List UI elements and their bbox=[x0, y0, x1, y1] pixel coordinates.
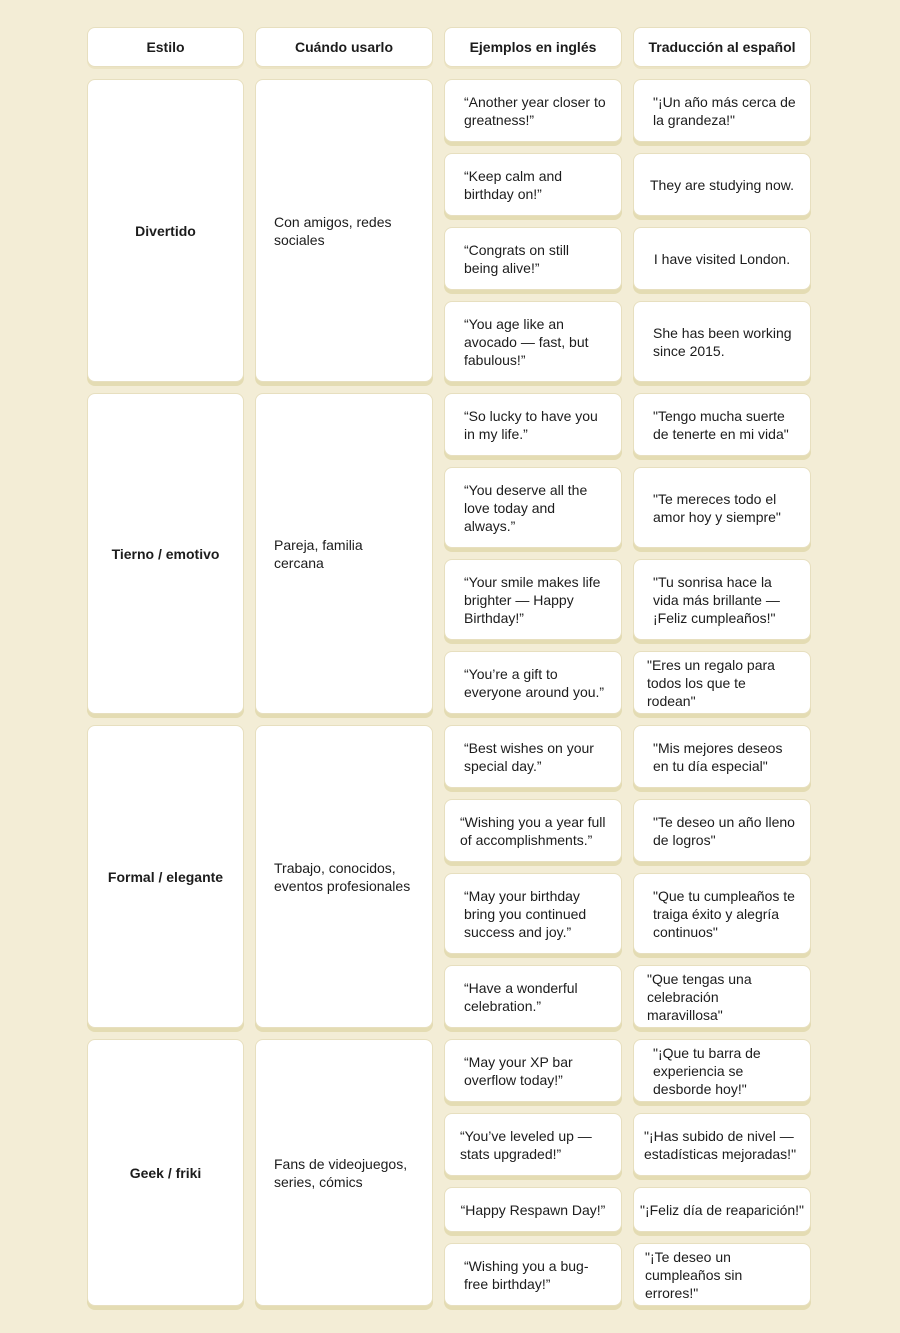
translation-spanish bbox=[633, 965, 811, 1028]
example-english bbox=[444, 153, 622, 216]
translation-spanish bbox=[633, 725, 811, 788]
style-cell bbox=[87, 79, 244, 382]
translation-spanish bbox=[633, 651, 811, 714]
translation-spanish bbox=[633, 467, 811, 548]
translation-spanish bbox=[633, 301, 811, 382]
when-label: Fans de videojuegos, series, cómics bbox=[274, 1155, 408, 1190]
translation-spanish-text: "Te deseo un año lleno de logros" bbox=[653, 813, 795, 848]
translation-spanish-text: "Eres un regalo para todos los que te rodean" bbox=[647, 656, 775, 709]
header-style-label: Estilo bbox=[146, 39, 185, 55]
example-english bbox=[444, 467, 622, 548]
translation-spanish bbox=[633, 1113, 811, 1176]
example-english-text: “Keep calm and birthday on!” bbox=[464, 167, 563, 202]
example-english-text: “Happy Respawn Day!” bbox=[460, 1201, 606, 1218]
style-label: Tierno / emotivo bbox=[111, 545, 220, 562]
when-label: Pareja, familia cercana bbox=[274, 536, 363, 571]
translation-spanish-text: She has been working since 2015. bbox=[653, 324, 792, 359]
example-english bbox=[444, 301, 622, 382]
translation-spanish-text: "¡Que tu barra de experiencia se desborde hoy!" bbox=[653, 1044, 761, 1097]
header-spanish-label: Traducción al español bbox=[648, 39, 796, 55]
example-english bbox=[444, 393, 622, 456]
example-english-text: “Wishing you a year full of accomplishments.” bbox=[460, 813, 606, 848]
translation-spanish-text: "¡Feliz día de reaparición!" bbox=[639, 1201, 804, 1218]
when-label: Trabajo, conocidos, eventos profesionales bbox=[274, 859, 411, 894]
example-english-text: “Best wishes on your special day.” bbox=[464, 739, 594, 774]
example-english bbox=[444, 1243, 622, 1306]
translation-spanish bbox=[633, 1243, 811, 1306]
example-english-text: “You’ve leveled up — stats upgraded!” bbox=[460, 1127, 592, 1162]
when-label: Con amigos, redes sociales bbox=[274, 213, 392, 248]
style-label: Divertido bbox=[135, 222, 196, 239]
when-cell bbox=[255, 1039, 433, 1306]
translation-spanish bbox=[633, 227, 811, 290]
when-cell bbox=[255, 393, 433, 714]
translation-spanish-text: "Que tu cumpleaños te traiga éxito y alegría continuos" bbox=[653, 887, 795, 940]
translation-spanish-text: "¡Un año más cerca de la grandeza!" bbox=[653, 93, 796, 128]
style-label: Geek / friki bbox=[129, 1164, 202, 1181]
example-english-text: “May your XP bar overflow today!” bbox=[464, 1053, 573, 1088]
header-when-label: Cuándo usarlo bbox=[294, 39, 393, 55]
example-english bbox=[444, 1113, 622, 1176]
header-spanish bbox=[633, 27, 811, 67]
translation-spanish bbox=[633, 1187, 811, 1232]
header-when bbox=[255, 27, 433, 67]
example-english-text: “Your smile makes life brighter — Happy Birthday!” bbox=[464, 573, 601, 626]
example-english-text: “Wishing you a bug-free birthday!” bbox=[464, 1257, 589, 1292]
header-style bbox=[87, 27, 244, 67]
translation-spanish bbox=[633, 79, 811, 142]
translation-spanish bbox=[633, 559, 811, 640]
translation-spanish-text: I have visited London. bbox=[653, 250, 791, 267]
example-english-text: “Have a wonderful celebration.” bbox=[464, 979, 578, 1014]
translation-spanish-text: "Que tengas una celebración maravillosa" bbox=[647, 970, 752, 1023]
example-english-text: “May your birthday bring you continued success and joy.” bbox=[464, 887, 587, 940]
example-english bbox=[444, 79, 622, 142]
translation-spanish-text: "Mis mejores deseos en tu día especial" bbox=[653, 739, 783, 774]
example-english bbox=[444, 725, 622, 788]
translation-spanish-text: "¡Has subido de nivel — estadísticas mejoradas!" bbox=[644, 1127, 797, 1162]
example-english-text: “You deserve all the love today and always.” bbox=[464, 481, 588, 534]
translation-spanish-text: "Te mereces todo el amor hoy y siempre" bbox=[653, 490, 781, 525]
example-english bbox=[444, 799, 622, 862]
header-english-label: Ejemplos en inglés bbox=[469, 39, 597, 55]
example-english bbox=[444, 559, 622, 640]
translation-spanish bbox=[633, 873, 811, 954]
when-cell bbox=[255, 79, 433, 382]
style-label: Formal / elegante bbox=[107, 868, 224, 885]
example-english bbox=[444, 651, 622, 714]
translation-spanish bbox=[633, 393, 811, 456]
example-english bbox=[444, 1187, 622, 1232]
example-english-text: “Another year closer to greatness!” bbox=[464, 93, 606, 128]
header-english bbox=[444, 27, 622, 67]
example-english bbox=[444, 873, 622, 954]
translation-spanish bbox=[633, 1039, 811, 1102]
example-english-text: “You’re a gift to everyone around you.” bbox=[464, 665, 605, 700]
translation-spanish bbox=[633, 153, 811, 216]
example-english-text: “You age like an avocado — fast, but fabulous!” bbox=[464, 315, 589, 368]
translation-spanish-text: "Tu sonrisa hace la vida más brillante — ¡Feliz cumpleaños!" bbox=[653, 573, 780, 626]
style-cell bbox=[87, 393, 244, 714]
translation-spanish-text: They are studying now. bbox=[650, 176, 794, 193]
example-english-text: “So lucky to have you in my life.” bbox=[464, 407, 598, 442]
example-english-text: “Congrats on still being alive!” bbox=[464, 241, 570, 276]
example-english bbox=[444, 227, 622, 290]
example-english bbox=[444, 965, 622, 1028]
style-cell bbox=[87, 1039, 244, 1306]
translation-spanish-text: "Tengo mucha suerte de tenerte en mi vida" bbox=[653, 407, 789, 442]
translation-spanish-text: "¡Te deseo un cumpleaños sin errores!" bbox=[645, 1248, 743, 1301]
when-cell bbox=[255, 725, 433, 1028]
example-english bbox=[444, 1039, 622, 1102]
translation-spanish bbox=[633, 799, 811, 862]
style-cell bbox=[87, 725, 244, 1028]
